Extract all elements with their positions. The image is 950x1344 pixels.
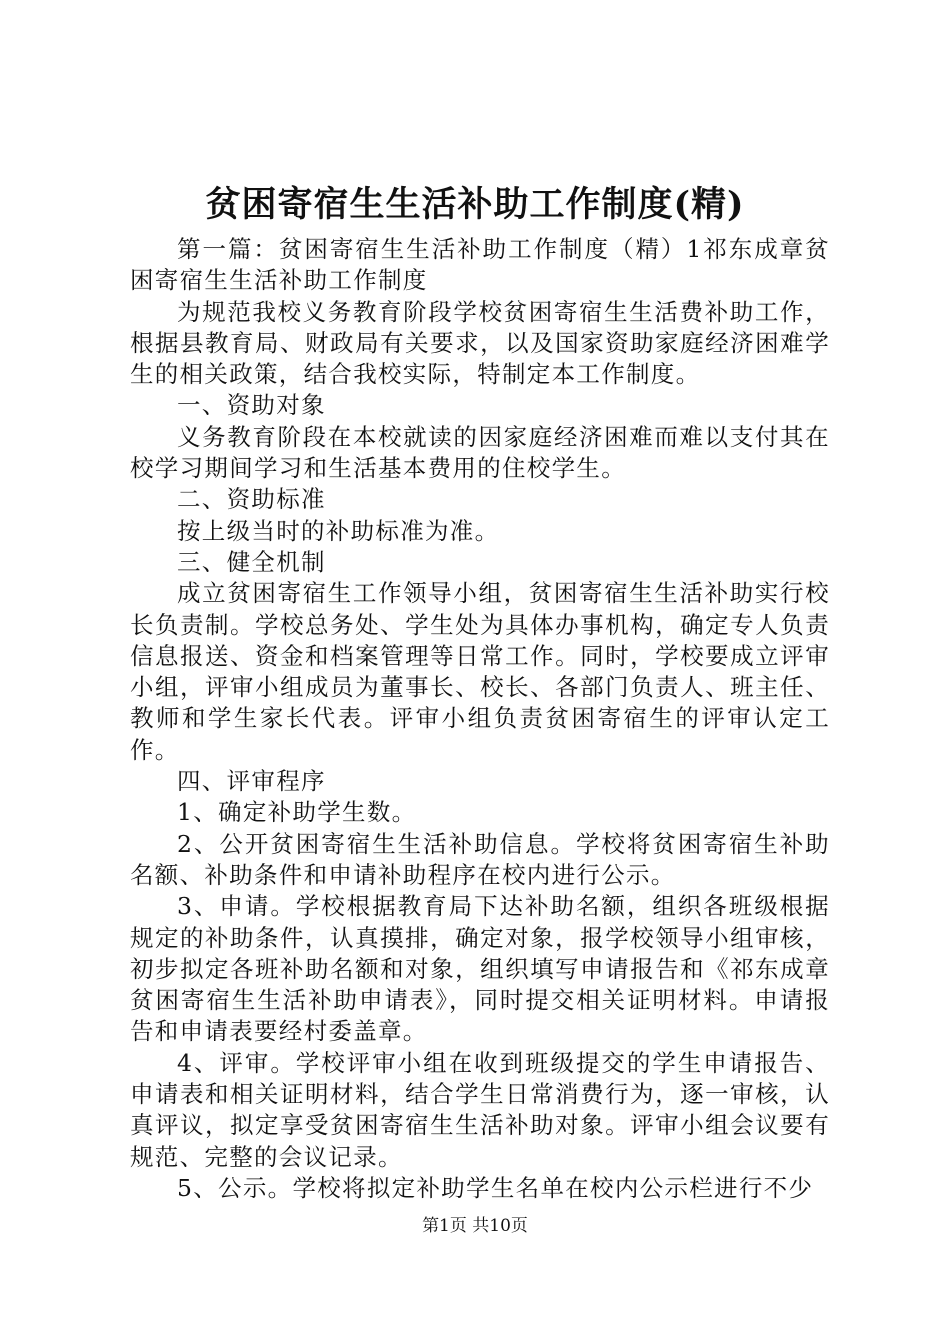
- section-heading: 三、健全机制: [177, 547, 326, 576]
- list-item: 1、确定补助学生数。: [177, 798, 417, 827]
- section-heading: 一、资助对象: [177, 391, 326, 420]
- list-item: 4、评审。学校评审小组在收到班级提交的学生申请报告、申请表和相关证明材料，结合学生日常消费行为，逐一审核，认真评议，拟定享受贫困寄宿生生活补助对象。评审小组会议要有规范、完整的会议记录。: [130, 1048, 830, 1171]
- section-heading: 四、评审程序: [177, 767, 326, 796]
- document-title: 贫困寄宿生生活补助工作制度(精): [205, 184, 745, 225]
- list-item: 2、公开贫困寄宿生生活补助信息。学校将贫困寄宿生补助名额、补助条件和申请补助程序在校内进行公示。: [130, 829, 830, 889]
- section-heading: 二、资助标准: [177, 485, 326, 514]
- document-body: [130, 234, 830, 1204]
- paragraph: 按上级当时的补助标准为准。: [177, 516, 500, 545]
- paragraph: 第一篇：贫困寄宿生生活补助工作制度（精）1祁东成章贫困寄宿生生活补助工作制度: [130, 235, 830, 295]
- list-item: 5、公示。学校将拟定补助学生名单在校内公示栏进行不少: [177, 1173, 814, 1202]
- list-item: 3、申请。学校根据教育局下达补助名额，组织各班级根据规定的补助条件，认真摸排，确定对象，报学校领导小组审核，初步拟定各班补助名额和对象，组织填写申请报告和《祁东成章贫困寄宿生生活补助申请表》，同时提交相关证明材料。申请报告和申请表要经村委盖章。: [130, 892, 830, 1046]
- page-number-footer: 第1页 共10页: [422, 1216, 528, 1236]
- paragraph: 为规范我校义务教育阶段学校贫困寄宿生生活费补助工作，根据县教育局、财政局有关要求，以及国家资助家庭经济困难学生的相关政策，结合我校实际，特制定本工作制度。: [130, 297, 830, 389]
- paragraph: 成立贫困寄宿生工作领导小组，贫困寄宿生生活补助实行校长负责制。学校总务处、学生处为具体办事机构，确定专人负责信息报送、资金和档案管理等日常工作。同时，学校要成立评审小组，评审小组成员为董事长、校长、各部门负责人、班主任、教师和学生家长代表。评审小组负责贫困寄宿生的评审认定工作。: [130, 579, 830, 764]
- paragraph: 义务教育阶段在本校就读的因家庭经济困难而难以支付其在校学习期间学习和生活基本费用的住校学生。: [130, 422, 830, 483]
